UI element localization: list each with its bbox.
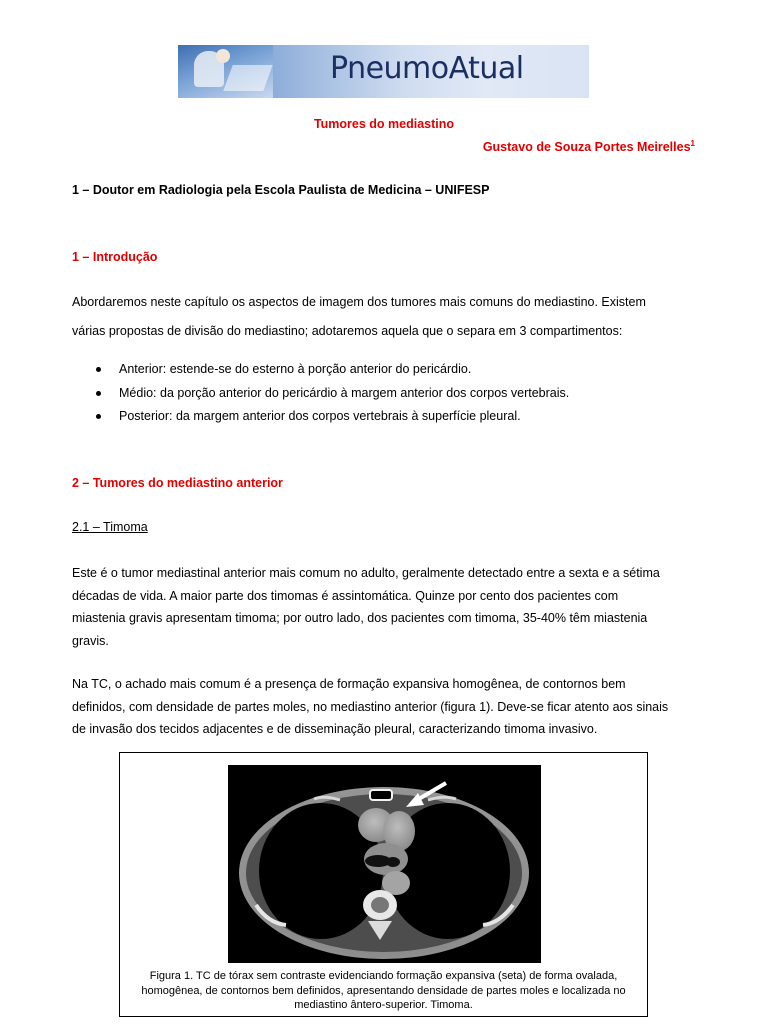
list-item: Posterior: da margem anterior dos corpos vertebrais à superfície pleural. xyxy=(72,405,712,429)
timoma-paragraph-2 xyxy=(72,673,697,741)
page-title: Tumores do mediastino xyxy=(313,117,455,131)
paragraph-line: várias propostas de divisão do mediastino; adotaremos aquela que o separa em 3 compartimentos: xyxy=(72,324,623,338)
bullet-icon xyxy=(96,414,101,419)
section-heading-introducao: 1 – Introdução xyxy=(72,250,158,264)
compartments-list xyxy=(72,358,712,429)
author-footnote-mark: 1 xyxy=(690,139,695,148)
author xyxy=(483,139,695,154)
banner-photo xyxy=(178,45,273,98)
brand-logo-text: PneumoAtual xyxy=(330,51,524,86)
paragraph-line: miastenia gravis apresentam timoma; por outro lado, dos pacientes com timoma, 35-40% têm miastenia xyxy=(72,611,648,625)
paragraph-line: de invasão dos tecidos adjacentes e de disseminação pleural, caracterizando timoma invasivo. xyxy=(72,722,598,736)
paragraph-line: Na TC, o achado mais comum é a presença de formação expansiva homogênea, de contornos bem xyxy=(72,677,626,691)
subheading-timoma: 2.1 – Timoma xyxy=(72,520,148,534)
timoma-paragraph-1 xyxy=(72,562,697,652)
list-item: Anterior: estende-se do esterno à porção anterior do pericárdio. xyxy=(72,358,712,382)
paragraph-line: décadas de vida. A maior parte dos timomas é assintomática. Quinze por cento dos pacientes com xyxy=(72,588,619,603)
paragraph-line: definidos, com densidade de partes moles, no mediastino anterior (figura 1). Deve-se ficar atento aos sinais xyxy=(72,699,669,714)
figure-caption xyxy=(120,969,647,1013)
bullet-icon xyxy=(96,367,101,372)
paragraph-line: Abordaremos neste capítulo os aspectos de imagem dos tumores mais comuns do mediastino. Existem xyxy=(72,295,646,309)
paragraph-line: Este é o tumor mediastinal anterior mais comum no adulto, geralmente detectado entre a sexta e a sétima xyxy=(72,566,660,580)
ct-scan-image xyxy=(228,765,541,963)
bullet-icon xyxy=(96,391,101,396)
list-item: Médio: da porção anterior do pericárdio à margem anterior dos corpos vertebrais. xyxy=(72,382,712,406)
paragraph-line: gravis. xyxy=(72,633,109,648)
ct-scan-drawing xyxy=(228,765,541,963)
header-banner xyxy=(178,45,589,98)
intro-paragraph xyxy=(72,291,712,342)
caption-line: homogênea, de contornos bem definidos, apresentando densidade de partes moles e localizada no xyxy=(141,984,626,997)
section-heading-mediastino-anterior: 2 – Tumores do mediastino anterior xyxy=(72,476,283,490)
author-name: Gustavo de Souza Portes Meirelles xyxy=(482,140,691,155)
doctor-head-icon xyxy=(216,49,230,63)
caption-line: mediastino ântero-superior. Timoma. xyxy=(294,999,473,1011)
caption-line: Figura 1. TC de tórax sem contraste evidenciando formação expansiva (seta) de forma ovalada, xyxy=(149,970,618,982)
affiliation: 1 – Doutor em Radiologia pela Escola Paulista de Medicina – UNIFESP xyxy=(72,183,490,197)
